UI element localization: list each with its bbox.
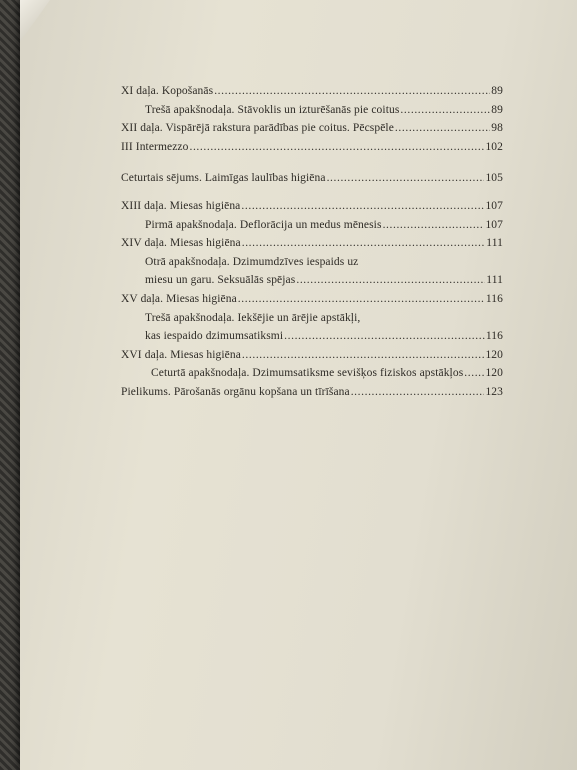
toc-entry-title: XII daļa. Vispārējā rakstura parādības pie coitus. Pēcspēle — [121, 122, 394, 135]
toc-entry-page: 120 — [485, 367, 503, 380]
leader-dots — [400, 101, 490, 120]
leader-dots — [464, 364, 484, 383]
leader-dots — [238, 290, 485, 309]
toc-entry-page: 120 — [485, 348, 503, 361]
toc-entry — [121, 346, 503, 365]
toc-entry — [121, 101, 503, 120]
toc-entry-page: 89 — [491, 103, 503, 116]
leader-dots — [214, 82, 490, 101]
toc-entry-title: XV daļa. Miesas higiēna — [121, 292, 237, 305]
toc-entry-page: 107 — [485, 218, 503, 231]
toc-entry-title: Pirmā apakšnodaļa. Deflorācija un medus mēnesis — [145, 218, 382, 231]
leader-dots — [351, 383, 485, 402]
toc-entry-first-line: Trešā apakšnodaļa. Iekšējie un ārējie apstākļi, — [145, 311, 361, 324]
toc-entry-title: III Intermezzo — [121, 140, 189, 153]
toc-entry — [121, 271, 503, 290]
toc-entry-page: 111 — [486, 237, 503, 250]
toc-entry-page: 89 — [491, 85, 503, 97]
toc-entry-first-line: Otrā apakšnodaļa. Dzimumdzīves iespaids uz — [145, 255, 359, 268]
table-of-contents — [121, 82, 503, 402]
leader-dots — [242, 346, 485, 365]
leader-dots — [296, 271, 485, 290]
toc-entry — [121, 234, 503, 253]
toc-entry — [121, 169, 503, 188]
toc-entry-page: 116 — [485, 330, 503, 343]
toc-entry — [121, 216, 503, 235]
toc-entry — [121, 327, 503, 346]
toc-entry-title: XIII daļa. Miesas higiēna — [121, 199, 241, 212]
toc-entry-title: XI daļa. Kopošanās — [121, 85, 214, 97]
toc-entry-title: XIV daļa. Miesas higiēna — [121, 237, 241, 250]
leader-dots — [284, 327, 485, 346]
toc-entry-page: 102 — [485, 140, 503, 153]
leader-dots — [383, 216, 485, 235]
toc-entry — [121, 383, 503, 402]
toc-entry — [121, 290, 503, 309]
leader-dots — [241, 197, 484, 216]
leader-dots — [189, 138, 484, 157]
toc-entry-title: Ceturtais sējums. Laimīgas laulības higiēna — [121, 172, 326, 185]
toc-entry-title: kas iespaido dzimumsatiksmi — [145, 330, 284, 343]
toc-entry-page: 105 — [485, 172, 503, 185]
toc-entry — [121, 138, 503, 157]
toc-entry — [121, 364, 503, 383]
toc-entry-page: 111 — [486, 274, 503, 287]
leader-dots — [395, 119, 490, 138]
toc-entry-page: 123 — [485, 385, 503, 398]
toc-entry-title: Ceturtā apakšnodaļa. Dzimumsatiksme sevišķos fiziskos apstākļos — [151, 367, 464, 380]
toc-entry-page: 116 — [485, 292, 503, 305]
leader-dots — [327, 169, 485, 188]
toc-entry — [121, 197, 503, 216]
toc-entry-title: Trešā apakšnodaļa. Stāvoklis un izturēšanās pie coitus — [145, 103, 400, 116]
toc-entry-page: 107 — [485, 199, 503, 212]
leader-dots — [242, 234, 486, 253]
toc-entry-title: miesu un garu. Seksuālās spējas — [145, 274, 296, 287]
toc-entry-title: XVI daļa. Miesas higiēna — [121, 348, 241, 361]
toc-entry — [121, 119, 503, 138]
toc-entry — [121, 82, 503, 101]
toc-entry-title: Pielikums. Pārošanās orgānu kopšana un tīrīšana — [121, 385, 350, 398]
toc-entry-page: 98 — [491, 122, 503, 135]
